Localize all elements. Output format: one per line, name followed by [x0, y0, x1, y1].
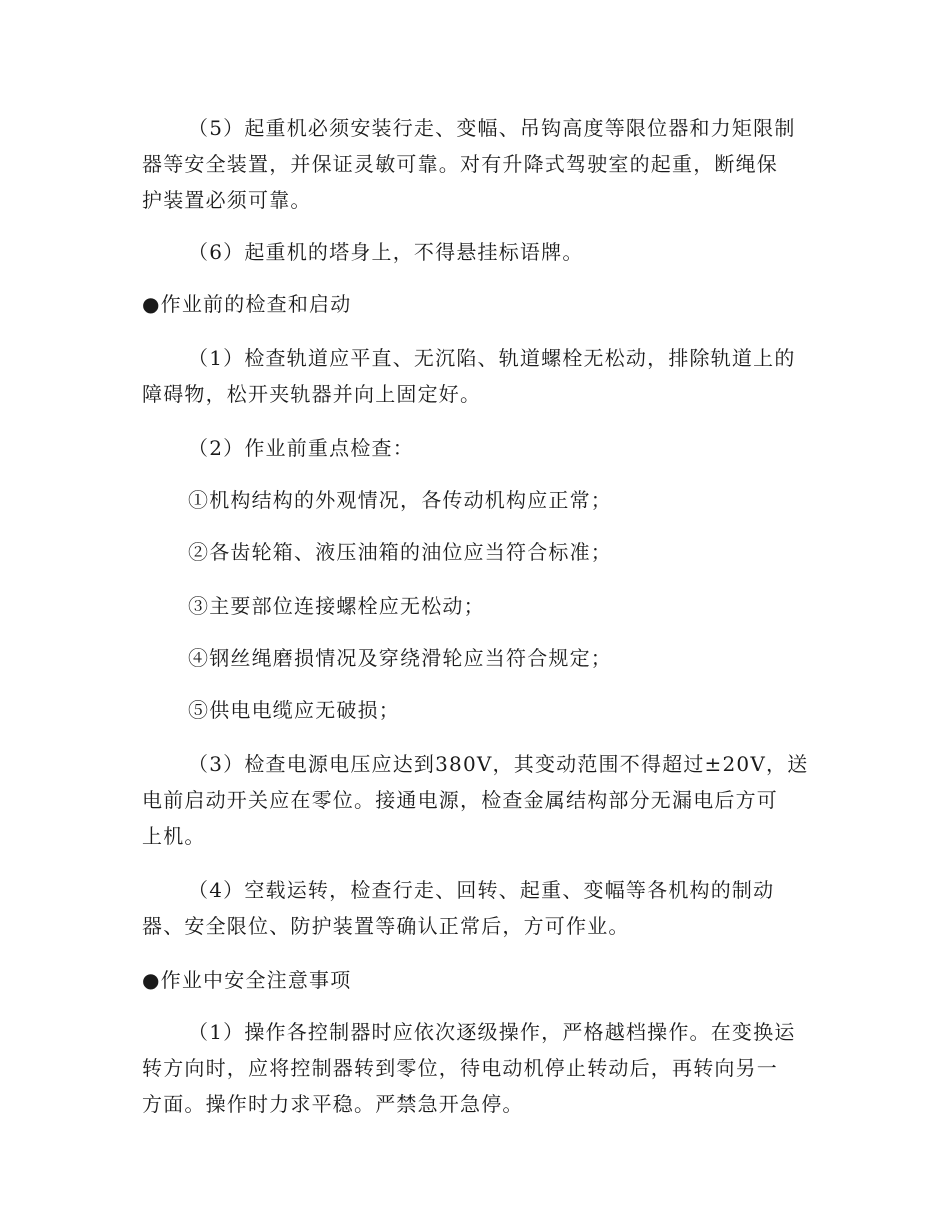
- paragraph-line: 障碍物，松开夹轨器并向上固定好。: [142, 382, 482, 406]
- checklist-item-4: [142, 640, 810, 676]
- section-heading-in-operation: [142, 962, 810, 998]
- paragraph-line: （2）作业前重点检查：: [188, 436, 414, 460]
- paragraph-item-6: [142, 234, 810, 270]
- section-heading-text: ●作业中安全注意事项: [142, 968, 352, 992]
- paragraph-operation-1: [142, 1014, 810, 1122]
- paragraph-line: （1）操作各控制器时应依次逐级操作，严格越档操作。在变换运: [188, 1020, 796, 1044]
- checklist-item-2: [142, 534, 810, 570]
- paragraph-line: （5）起重机必须安装行走、变幅、吊钩高度等限位器和力矩限制: [188, 116, 796, 140]
- section-heading-text: ●作业前的检查和启动: [142, 292, 352, 316]
- paragraph-line: （3）检查电源电压应达到380V，其变动范围不得超过±20V，送: [188, 752, 809, 776]
- checklist-item-1: [142, 482, 810, 518]
- checklist-line: ③主要部位连接螺栓应无松动；: [188, 594, 485, 618]
- paragraph-line: 方面。操作时力求平稳。严禁急开急停。: [142, 1092, 524, 1116]
- paragraph-line: （4）空载运转，检查行走、回转、起重、变幅等各机构的制动: [188, 878, 775, 902]
- paragraph-line: 转方向时，应将控制器转到零位，待电动机停止转动后，再转向另一: [142, 1056, 778, 1080]
- section-heading-pre-operation: [142, 286, 810, 322]
- paragraph-item-5: [142, 110, 810, 218]
- checklist-line: ⑤供电电缆应无破损；: [188, 698, 400, 722]
- checklist-item-5: [142, 692, 810, 728]
- paragraph-line: 器等安全装置，并保证灵敏可靠。对有升降式驾驶室的起重，断绳保: [142, 152, 778, 176]
- paragraph-check-4: [142, 872, 810, 944]
- paragraph-line: （6）起重机的塔身上，不得悬挂标语牌。: [188, 240, 584, 264]
- checklist-line: ④钢丝绳磨损情况及穿绕滑轮应当符合规定；: [188, 646, 612, 670]
- paragraph-line: 器、安全限位、防护装置等确认正常后，方可作业。: [142, 914, 630, 938]
- paragraph-check-2: [142, 430, 810, 466]
- paragraph-check-1: [142, 340, 810, 412]
- paragraph-line: 电前启动开关应在零位。接通电源，检查金属结构部分无漏电后方可: [142, 788, 778, 812]
- paragraph-check-3: [142, 746, 810, 854]
- checklist-line: ①机构结构的外观情况，各传动机构应正常；: [188, 488, 612, 512]
- paragraph-line: 上机。: [142, 824, 206, 848]
- paragraph-line: 护装置必须可靠。: [142, 188, 312, 212]
- checklist-line: ②各齿轮箱、液压油箱的油位应当符合标准；: [188, 540, 612, 564]
- checklist-item-3: [142, 588, 810, 624]
- paragraph-line: （1）检查轨道应平直、无沉陷、轨道螺栓无松动，排除轨道上的: [188, 346, 796, 370]
